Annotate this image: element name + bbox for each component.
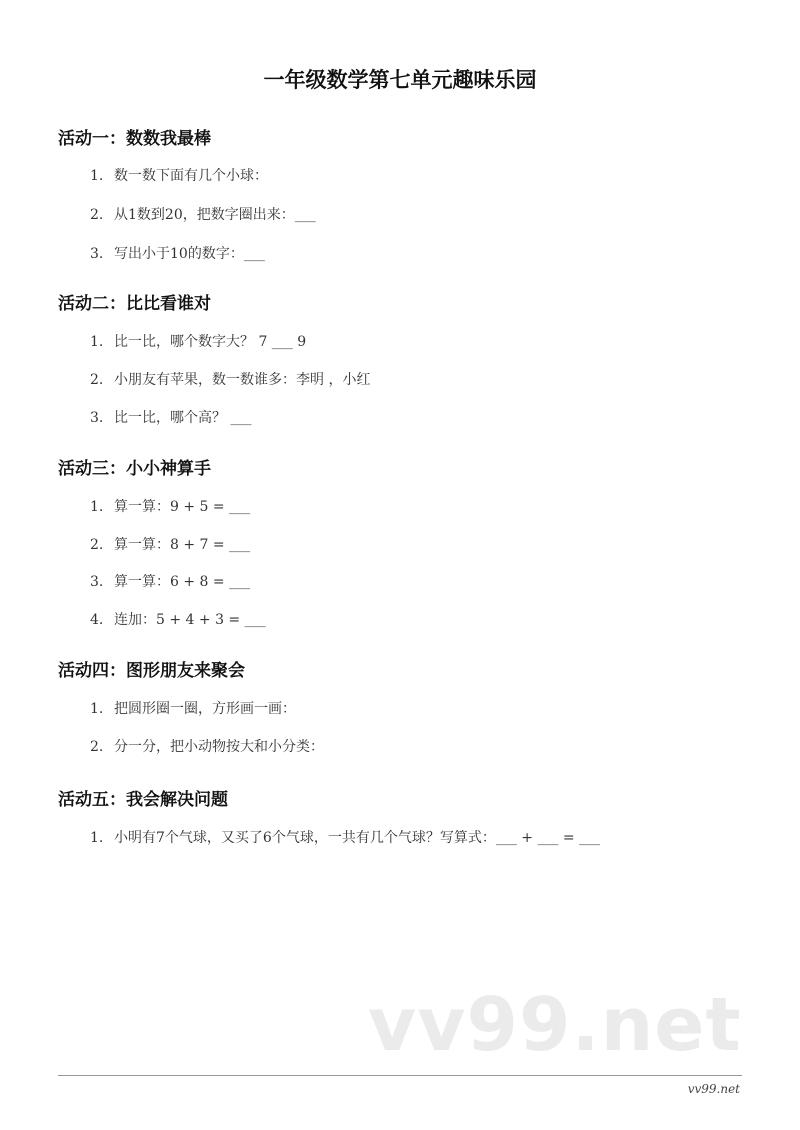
question-text: 数一数下面有几个小球： bbox=[114, 168, 268, 184]
page-title: 一年级数学第七单元趣味乐园 bbox=[263, 68, 537, 92]
question-number: 3. bbox=[90, 574, 104, 590]
question-text: 连加：5 + 4 + 3 = ___ bbox=[114, 612, 266, 628]
question-text: 算一算：8 + 7 = ___ bbox=[114, 537, 251, 553]
question-number: 1. bbox=[90, 499, 104, 515]
question-item bbox=[90, 496, 250, 516]
question-item bbox=[90, 534, 250, 554]
question-item bbox=[90, 827, 600, 847]
question-item bbox=[90, 571, 250, 591]
question-text: 写出小于10的数字：___ bbox=[114, 246, 265, 262]
question-number: 1. bbox=[90, 701, 104, 717]
section-heading-5: 活动五：我会解决问题 bbox=[58, 790, 228, 810]
question-item bbox=[90, 331, 306, 351]
question-number: 2. bbox=[90, 372, 104, 388]
footer-divider bbox=[58, 1075, 742, 1076]
question-item bbox=[90, 698, 296, 718]
question-item bbox=[90, 609, 266, 629]
question-item bbox=[90, 407, 251, 427]
question-text: 把圆形圈一圈，方形画一画： bbox=[114, 701, 296, 717]
question-text: 从1数到20，把数字圈出来：___ bbox=[114, 207, 316, 223]
question-text: 小明有7个气球，又买了6个气球，一共有几个气球？写算式：___ + ___ = ___ bbox=[114, 830, 601, 846]
question-number: 2. bbox=[90, 207, 104, 223]
question-number: 1. bbox=[90, 168, 104, 184]
question-text: 算一算：9 + 5 = ___ bbox=[114, 499, 251, 515]
question-number: 4. bbox=[90, 612, 104, 628]
section-heading-2: 活动二：比比看谁对 bbox=[58, 294, 211, 314]
question-item bbox=[90, 243, 265, 263]
question-text: 小朋友有苹果，数一数谁多：李明 ，小红 bbox=[114, 372, 371, 388]
question-item bbox=[90, 736, 324, 756]
question-number: 3. bbox=[90, 246, 104, 262]
question-text: 比一比，哪个数字大？ 7 ___ 9 bbox=[114, 334, 307, 350]
section-heading-1: 活动一：数数我最棒 bbox=[58, 129, 211, 149]
watermark: vv99.net bbox=[368, 982, 742, 1068]
question-item bbox=[90, 165, 268, 185]
question-text: 分一分，把小动物按大和小分类： bbox=[114, 739, 324, 755]
question-item bbox=[90, 369, 370, 389]
question-number: 3. bbox=[90, 410, 104, 426]
question-number: 1. bbox=[90, 830, 104, 846]
question-item bbox=[90, 204, 316, 224]
question-text: 比一比，哪个高？ ___ bbox=[114, 410, 252, 426]
footer-site-label: vv99.net bbox=[687, 1082, 740, 1096]
question-text: 算一算：6 + 8 = ___ bbox=[114, 574, 251, 590]
question-number: 1. bbox=[90, 334, 104, 350]
question-number: 2. bbox=[90, 537, 104, 553]
section-heading-3: 活动三：小小神算手 bbox=[58, 459, 211, 479]
question-number: 2. bbox=[90, 739, 104, 755]
section-heading-4: 活动四：图形朋友来聚会 bbox=[58, 661, 245, 681]
